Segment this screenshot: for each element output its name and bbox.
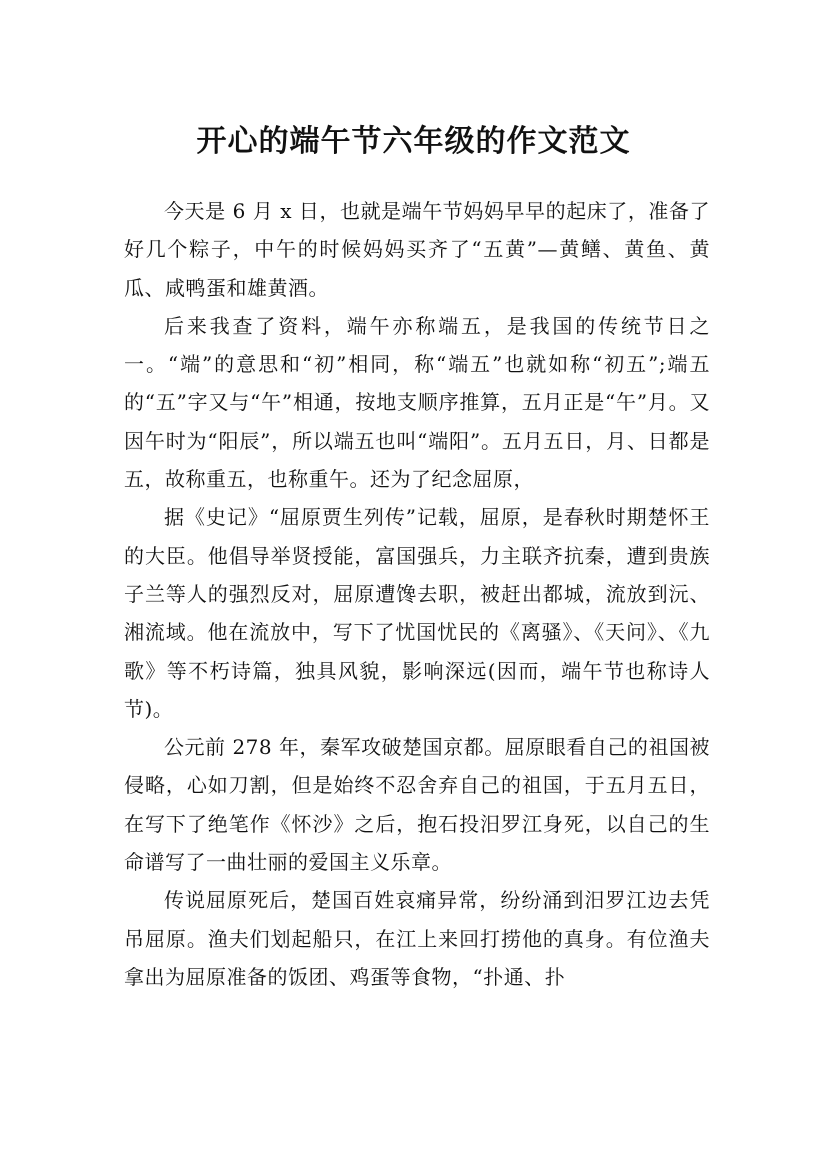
document-title: 开心的端午节六年级的作文范文 bbox=[196, 124, 631, 160]
paragraph: 公元前 278 年，秦军攻破楚国京都。屈原眼看自己的祖国被侵略，心如刀割，但是始终不忍舍弃自己的祖国，于五月五日，在写下了绝笔作《怀沙》之后，抱石投汨罗江身死，以自己的生命谱写了一曲壮丽的爱国主义乐章。 bbox=[124, 735, 710, 875]
document-body bbox=[124, 192, 710, 996]
paragraph: 据《史记》“屈原贾生列传”记载，屈原，是春秋时期楚怀王的大臣。他倡导举贤授能，富国强兵，力主联齐抗秦，遭到贵族子兰等人的强烈反对，屈原遭馋去职，被赶出都城，流放到沅、湘流域。他在流放中，写下了忧国忧民的《离骚》、《天问》、《九歌》等不朽诗篇，独具风貌，影响深远(因而，端午节也称诗人节)。 bbox=[124, 505, 710, 721]
paragraph: 今天是 6 月 x 日，也就是端午节妈妈早早的起床了，准备了好几个粽子，中午的时候妈妈买齐了“五黄”—黄鳝、黄鱼、黄瓜、咸鸭蛋和雄黄酒。 bbox=[124, 199, 710, 300]
paragraph: 后来我查了资料，端午亦称端五，是我国的传统节日之一。“端”的意思和“初”相同，称“端五”也就如称“初五”;端五的“五”字又与“午”相通，按地支顺序推算，五月正是“午”月。又因午时为“阳辰”，所以端五也叫“端阳”。五月五日，月、日都是五，故称重五，也称重午。还为了纪念屈原， bbox=[124, 313, 710, 492]
paragraph: 传说屈原死后，楚国百姓哀痛异常，纷纷涌到汨罗江边去凭吊屈原。渔夫们划起船只，在江上来回打捞他的真身。有位渔夫拿出为屈原准备的饭团、鸡蛋等食物，“扑通、扑 bbox=[124, 888, 710, 989]
